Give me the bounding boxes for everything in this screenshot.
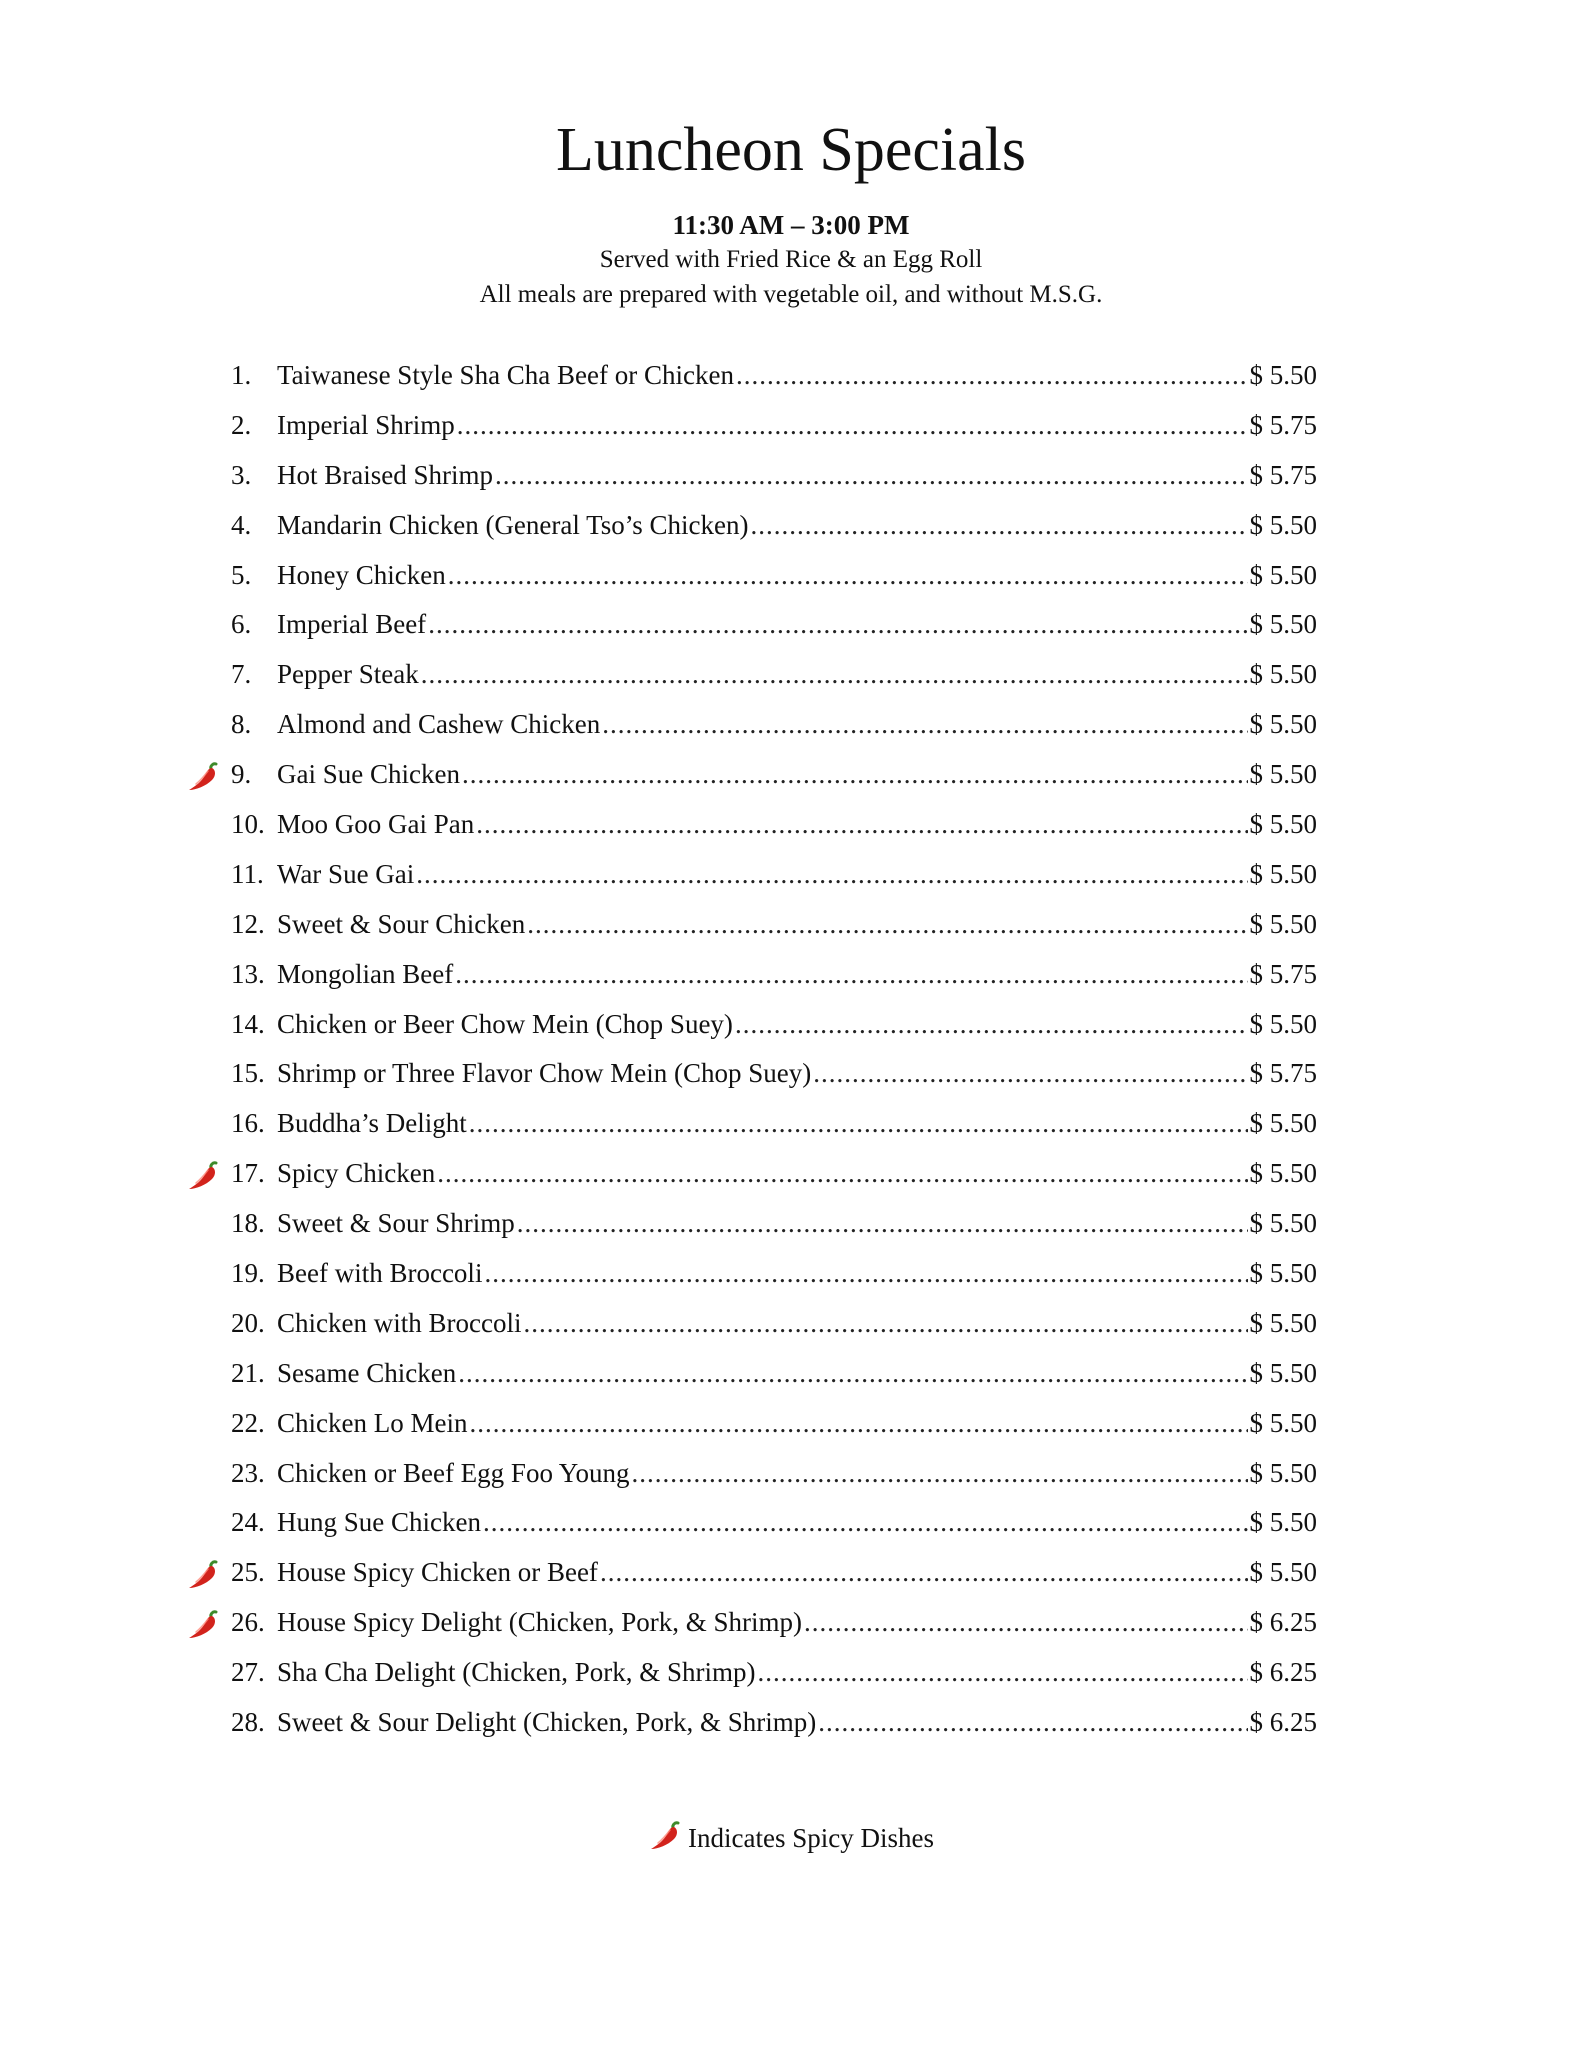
item-price: $ 5.50 — [1249, 1108, 1317, 1139]
menu-item — [0, 355, 1582, 405]
item-name: Mandarin Chicken (General Tso’s Chicken) — [277, 509, 749, 540]
item-number: 20. — [231, 1307, 265, 1338]
item-number: 26. — [231, 1607, 265, 1638]
item-price: $ 6.25 — [1249, 1707, 1317, 1738]
item-price: $ 6.25 — [1249, 1607, 1317, 1638]
item-price: $ 5.50 — [1249, 360, 1317, 390]
menu-item — [0, 1403, 1582, 1453]
menu-item — [0, 604, 1582, 654]
item-name: Sha Cha Delight (Chicken, Pork, & Shrimp) — [277, 1657, 756, 1688]
item-line — [277, 1153, 1317, 1193]
item-price: $ 5.50 — [1249, 908, 1317, 939]
item-line — [277, 1253, 1317, 1293]
chili-pepper-icon — [186, 1608, 222, 1642]
item-price: $ 5.50 — [1249, 1407, 1317, 1438]
item-price: $ 5.50 — [1249, 1357, 1317, 1388]
item-number: 23. — [231, 1457, 265, 1488]
item-number: 12. — [231, 908, 265, 939]
item-name: Moo Goo Gai Pan — [277, 809, 475, 840]
item-number: 8. — [231, 709, 252, 740]
item-price: $ 5.75 — [1249, 459, 1317, 490]
dot-leader — [462, 754, 1248, 794]
dot-leader — [484, 1253, 1247, 1293]
item-name: Imperial Beef — [277, 609, 427, 640]
dot-leader — [428, 604, 1247, 644]
menu-item — [0, 1303, 1582, 1353]
item-name: Chicken or Beer Chow Mein (Chop Suey) — [277, 1008, 733, 1039]
dot-leader — [416, 854, 1247, 894]
item-name: House Spicy Chicken or Beef — [277, 1557, 598, 1588]
item-line — [277, 555, 1317, 595]
dot-leader — [469, 1103, 1248, 1143]
item-name: Beef with Broccoli — [277, 1258, 483, 1289]
dot-leader — [476, 804, 1247, 844]
item-line — [277, 654, 1317, 694]
menu-item — [0, 904, 1582, 954]
item-number: 1. — [231, 360, 252, 390]
chili-pepper-icon — [186, 760, 222, 794]
item-number: 21. — [231, 1357, 265, 1388]
item-name: Sweet & Sour Chicken — [277, 908, 526, 939]
item-line — [277, 1652, 1317, 1692]
dot-leader — [602, 704, 1247, 744]
dot-leader — [523, 1303, 1247, 1343]
item-name: Hung Sue Chicken — [277, 1507, 481, 1538]
item-number: 16. — [231, 1108, 265, 1139]
item-name: Gai Sue Chicken — [277, 759, 460, 790]
dot-leader — [735, 1004, 1248, 1044]
item-name: Mongolian Beef — [277, 958, 454, 989]
item-name: Almond and Cashew Chicken — [277, 709, 601, 740]
item-name: Spicy Chicken — [277, 1158, 436, 1189]
item-line — [277, 954, 1317, 994]
item-name: Imperial Shrimp — [277, 409, 455, 440]
menu-item — [0, 854, 1582, 904]
item-number: 28. — [231, 1707, 265, 1738]
dot-leader — [457, 405, 1248, 445]
item-line — [277, 405, 1317, 445]
item-price: $ 6.25 — [1249, 1657, 1317, 1688]
served-with-note: Served with Fried Rice & an Egg Roll — [599, 246, 983, 273]
menu-item — [0, 1652, 1582, 1702]
item-name: Sweet & Sour Delight (Chicken, Pork, & Shrimp) — [277, 1707, 817, 1738]
menu-item — [0, 1004, 1582, 1054]
item-number: 5. — [231, 559, 252, 590]
item-number: 27. — [231, 1657, 265, 1688]
chili-pepper-icon — [186, 1159, 222, 1193]
dot-leader — [600, 1552, 1248, 1592]
item-number: 2. — [231, 409, 252, 440]
menu-item — [0, 555, 1582, 605]
dot-leader — [736, 355, 1248, 395]
menu-item — [0, 1353, 1582, 1403]
item-price: $ 5.50 — [1249, 1258, 1317, 1289]
dot-leader — [437, 1153, 1247, 1193]
item-name: Chicken Lo Mein — [277, 1407, 468, 1438]
item-number: 11. — [231, 858, 264, 889]
item-number: 14. — [231, 1008, 265, 1039]
item-name: Hot Braised Shrimp — [277, 459, 493, 490]
item-line — [277, 904, 1317, 944]
item-line — [277, 1552, 1317, 1592]
item-name: Taiwanese Style Sha Cha Beef or Chicken — [277, 360, 734, 390]
item-name: Chicken or Beef Egg Foo Young — [277, 1457, 630, 1488]
item-price: $ 5.75 — [1249, 409, 1317, 440]
menu-item — [0, 654, 1582, 704]
item-number: 3. — [231, 459, 252, 490]
item-price: $ 5.50 — [1249, 759, 1317, 790]
item-price: $ 5.50 — [1249, 1307, 1317, 1338]
menu-item — [0, 1153, 1582, 1203]
dot-leader — [483, 1502, 1248, 1542]
item-name: Sweet & Sour Shrimp — [277, 1208, 515, 1239]
menu-item — [0, 1253, 1582, 1303]
item-number: 13. — [231, 958, 265, 989]
dot-leader — [469, 1403, 1247, 1443]
dot-leader — [455, 954, 1247, 994]
dot-leader — [517, 1203, 1248, 1243]
item-line — [277, 704, 1317, 744]
menu-item — [0, 804, 1582, 854]
item-price: $ 5.50 — [1249, 709, 1317, 740]
item-name: Chicken with Broccoli — [277, 1307, 522, 1338]
item-number: 15. — [231, 1058, 265, 1089]
item-price: $ 5.50 — [1249, 659, 1317, 690]
dot-leader — [495, 455, 1248, 495]
item-line — [277, 1203, 1317, 1243]
item-price: $ 5.50 — [1249, 559, 1317, 590]
item-line — [277, 505, 1317, 545]
page-title: Luncheon Specials — [555, 116, 1027, 184]
item-line — [277, 754, 1317, 794]
item-price: $ 5.50 — [1249, 858, 1317, 889]
dot-leader — [458, 1353, 1247, 1393]
menu-list — [0, 355, 1582, 1752]
dot-leader — [813, 1053, 1247, 1093]
legend-label: Indicates Spicy Dishes — [688, 1823, 934, 1853]
menu-item — [0, 505, 1582, 555]
dot-leader — [804, 1602, 1248, 1642]
menu-item — [0, 1502, 1582, 1552]
menu-item — [0, 1453, 1582, 1503]
item-name: Sesame Chicken — [277, 1357, 457, 1388]
item-number: 19. — [231, 1258, 265, 1289]
item-price: $ 5.50 — [1249, 1158, 1317, 1189]
item-number: 6. — [231, 609, 252, 640]
item-line — [277, 1502, 1317, 1542]
menu-item — [0, 1602, 1582, 1652]
item-number: 17. — [231, 1158, 265, 1189]
item-price: $ 5.50 — [1249, 1507, 1317, 1538]
item-number: 9. — [231, 759, 252, 790]
item-price: $ 5.50 — [1249, 1457, 1317, 1488]
item-price: $ 5.50 — [1249, 609, 1317, 640]
dot-leader — [421, 654, 1248, 694]
item-number: 4. — [231, 509, 252, 540]
item-number: 18. — [231, 1208, 265, 1239]
spicy-legend — [0, 1818, 1582, 1858]
item-price: $ 5.50 — [1249, 1208, 1317, 1239]
chili-pepper-icon — [648, 1819, 684, 1853]
menu-item — [0, 455, 1582, 505]
menu-item — [0, 1552, 1582, 1602]
item-number: 25. — [231, 1557, 265, 1588]
item-line — [277, 854, 1317, 894]
menu-item — [0, 1103, 1582, 1153]
item-line — [277, 1453, 1317, 1493]
dot-leader — [448, 555, 1248, 595]
item-line — [277, 1303, 1317, 1343]
menu-item — [0, 704, 1582, 754]
item-number: 10. — [231, 809, 265, 840]
chili-pepper-icon — [186, 1558, 222, 1592]
dot-leader — [818, 1702, 1247, 1742]
item-line — [277, 455, 1317, 495]
item-line — [277, 804, 1317, 844]
dot-leader — [527, 904, 1247, 944]
menu-item — [0, 954, 1582, 1004]
item-price: $ 5.50 — [1249, 1557, 1317, 1588]
item-name: War Sue Gai — [277, 858, 415, 889]
item-name: Honey Chicken — [277, 559, 446, 590]
item-line — [277, 1004, 1317, 1044]
item-name: Shrimp or Three Flavor Chow Mein (Chop Suey) — [277, 1058, 812, 1089]
preparation-note: All meals are prepared with vegetable oil, and without M.S.G. — [479, 281, 1103, 308]
item-price: $ 5.75 — [1249, 1058, 1317, 1089]
item-price: $ 5.50 — [1249, 509, 1317, 540]
item-line — [277, 355, 1317, 395]
item-price: $ 5.50 — [1249, 1008, 1317, 1039]
item-line — [277, 1353, 1317, 1393]
dot-leader — [632, 1453, 1248, 1493]
dot-leader — [751, 505, 1248, 545]
menu-item — [0, 1053, 1582, 1103]
item-number: 7. — [231, 659, 252, 690]
item-line — [277, 1053, 1317, 1093]
item-line — [277, 1403, 1317, 1443]
item-line — [277, 1103, 1317, 1143]
item-number: 22. — [231, 1407, 265, 1438]
item-name: Buddha’s Delight — [277, 1108, 467, 1139]
serving-hours: 11:30 AM – 3:00 PM — [672, 210, 910, 240]
item-line — [277, 604, 1317, 644]
menu-item — [0, 1702, 1582, 1752]
item-number: 24. — [231, 1507, 265, 1538]
dot-leader — [757, 1652, 1247, 1692]
item-price: $ 5.50 — [1249, 809, 1317, 840]
item-name: Pepper Steak — [277, 659, 419, 690]
item-price: $ 5.75 — [1249, 958, 1317, 989]
item-line — [277, 1602, 1317, 1642]
menu-item — [0, 1203, 1582, 1253]
item-name: House Spicy Delight (Chicken, Pork, & Shrimp) — [277, 1607, 802, 1638]
menu-item — [0, 405, 1582, 455]
item-line — [277, 1702, 1317, 1742]
menu-item — [0, 754, 1582, 804]
